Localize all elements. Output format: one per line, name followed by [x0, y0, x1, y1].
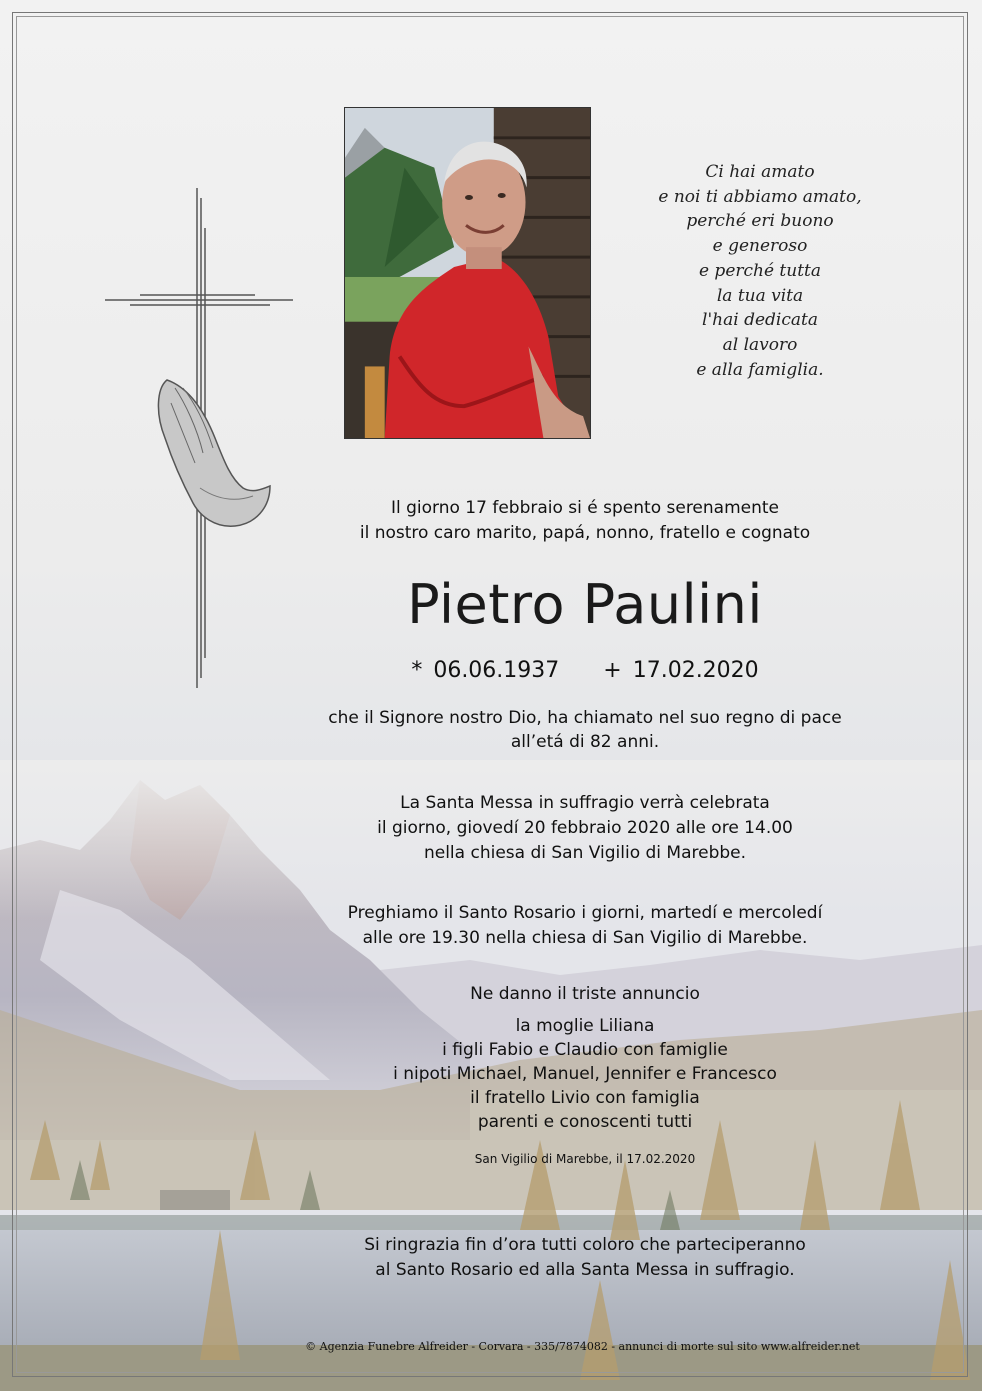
poem-line: e noi ti abbiamo amato,: [658, 186, 862, 207]
rosary-line: alle ore 19.30 nella chiesa di San Vigilio di Marebbe.: [362, 928, 808, 948]
place-date: San Vigilio di Marebbe, il 17.02.2020: [474, 1152, 696, 1166]
called-text: [260, 706, 910, 754]
rosary-text: [260, 901, 910, 951]
life-dates: [260, 655, 910, 687]
poem-line: e generoso: [712, 236, 808, 257]
family-line: i nipoti Michael, Manuel, Jennifer e Francesco: [393, 1064, 777, 1084]
intro-text: [260, 496, 910, 546]
family-line: il fratello Livio con famiglia: [470, 1088, 700, 1108]
intro-line: Il giorno 17 febbraio si é spento serenamente: [390, 498, 780, 518]
mass-text: [260, 791, 910, 866]
intro-line: il nostro caro marito, papá, nonno, fratello e cognato: [359, 523, 811, 543]
rosary-line: Preghiamo il Santo Rosario i giorni, martedí e mercoledí: [347, 903, 823, 923]
mass-line: La Santa Messa in suffragio verrà celebrata: [400, 793, 770, 813]
family-line: la moglie Liliana: [515, 1016, 655, 1036]
poem-line: e perché tutta: [698, 260, 822, 281]
family-line: i figli Fabio e Claudio con famiglie: [442, 1040, 728, 1060]
deceased-name: Pietro Paulini: [407, 573, 763, 636]
poem-line: Ci hai amato: [705, 162, 815, 182]
poem-line: al lavoro: [722, 334, 798, 355]
poem-line: perché eri buono: [686, 211, 834, 232]
portrait-photo: [344, 107, 591, 439]
called-line: all’etá di 82 anni.: [510, 732, 660, 752]
announce-heading: Ne danno il triste annuncio: [470, 984, 700, 1004]
praying-hands-icon: [158, 380, 270, 526]
mass-line: nella chiesa di San Vigilio di Marebbe.: [423, 843, 747, 863]
family-line: parenti e conoscenti tutti: [477, 1112, 693, 1132]
family-list: [260, 1014, 910, 1134]
death-date: + 17.02.2020: [603, 658, 759, 683]
poem-line: l'hai dedicata: [702, 310, 818, 331]
footer-credit: © Agenzia Funebre Alfreider - Corvara - 335/7874082 - annunci di morte sul sito www.alfreider.net: [305, 1340, 860, 1353]
poem-line: e alla famiglia.: [696, 359, 824, 380]
poem-verse: [640, 160, 880, 382]
mass-line: il giorno, giovedí 20 febbraio 2020 alle ore 14.00: [377, 818, 793, 838]
thanks-line: Si ringrazia fin d’ora tutti coloro che parteciperanno: [364, 1235, 806, 1255]
poem-line: la tua vita: [716, 285, 804, 306]
thanks-text: [260, 1233, 910, 1283]
thanks-line: al Santo Rosario ed alla Santa Messa in suffragio.: [375, 1260, 795, 1280]
called-line: che il Signore nostro Dio, ha chiamato nel suo regno di pace: [328, 708, 842, 728]
birth-date: * 06.06.1937: [411, 658, 560, 683]
